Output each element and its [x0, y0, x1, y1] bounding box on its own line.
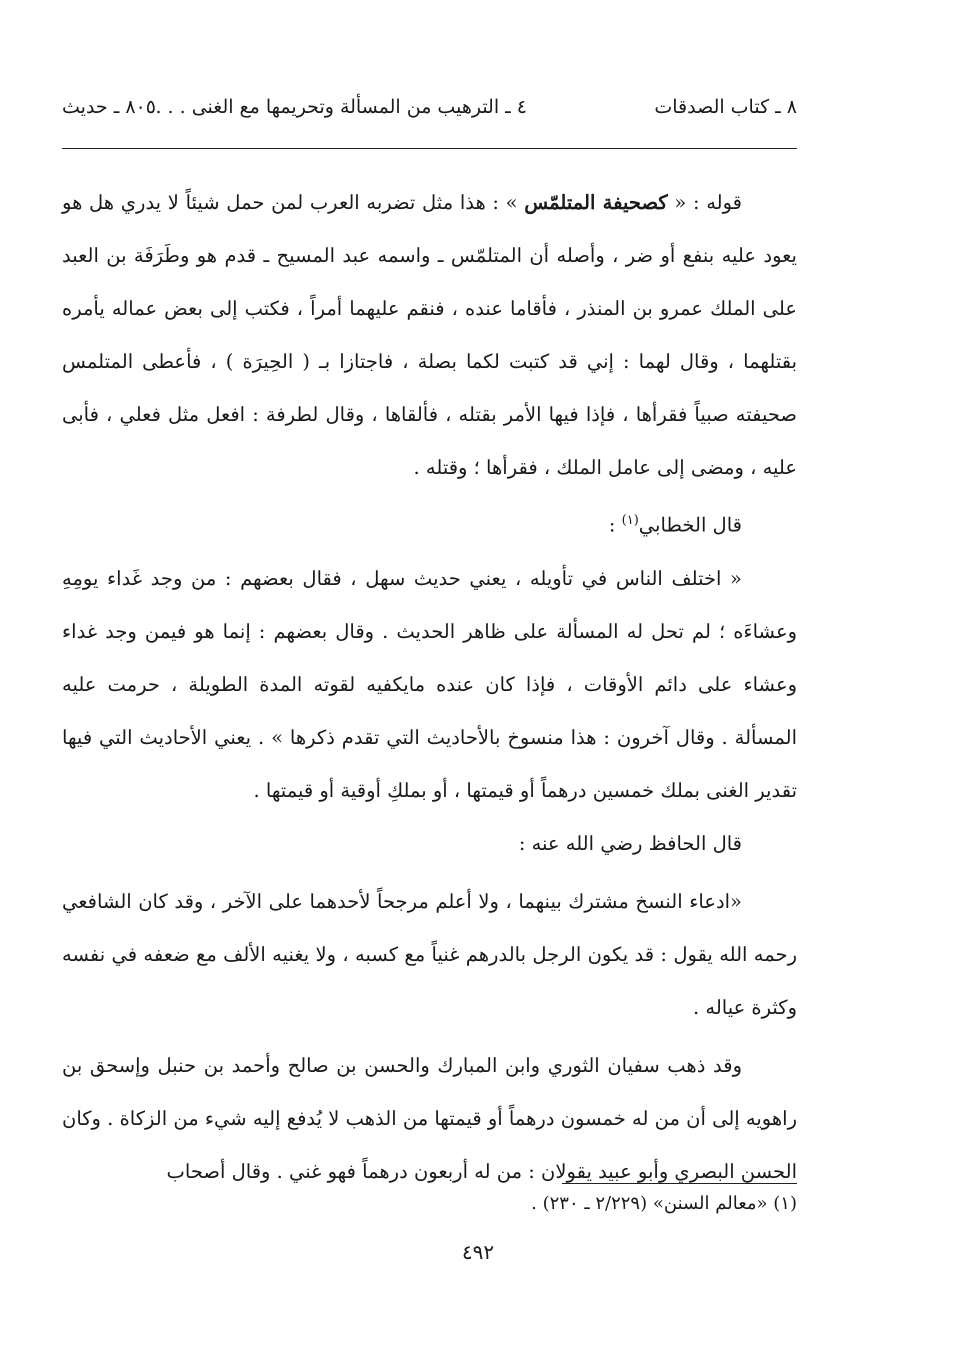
page-number: ٤٩٢: [461, 1240, 495, 1264]
footnote-marker[interactable]: (١): [621, 513, 639, 528]
header-hadith-number: ٨٠٥ ـ حديث: [62, 96, 156, 118]
main-text: [62, 176, 797, 1198]
paragraph-khattabi-heading: [62, 494, 797, 552]
paragraph-hafiz-quote: «ادعاء النسخ مشترك بينهما ، ولا أعلم مرجحاً لأحدهما على الآخر ، وقد كان الشافعي رحمه الله يقول : قد يكون الرجل بالدرهم غنياً مع كسبه ، ولا يغنيه الألف مع ضعفه في نفسه وكثرة عياله .: [62, 889, 797, 1019]
paragraph-scholars: وقد ذهب سفيان الثوري وابن المبارك والحسن بن صالح وأحمد بن حنبل وإسحق بن راهويه إلى أن من له خمسون درهماً أو قيمتها من الذهب لا يُدفع إليه شيء من الزكاة . وكان الحسن البصري وأبو عبيد يقولان : من له أربعون درهماً فهو غني . وقال أصحاب: [62, 1053, 797, 1183]
paragraph-commentary: [62, 176, 797, 494]
paragraph-hafiz-heading: قال الحافظ رضي الله عنه :: [518, 831, 742, 855]
header-divider: [62, 148, 797, 149]
paragraph-prefix: قوله : «: [667, 191, 742, 214]
footnote: (١) «معالم السنن» (٢/٢٢٩ ـ ٢٣٠) .: [531, 1193, 797, 1214]
khattabi-label: قال الخطابي: [638, 513, 742, 537]
header-chapter-title: ٤ ـ الترهيب من المسألة وتحريمها مع الغنى . . .: [155, 96, 527, 118]
header-book-title: ٨ ـ كتاب الصدقات: [654, 96, 797, 118]
running-header: [62, 96, 797, 136]
bold-term: كصحيفة المتلمّس: [524, 191, 668, 214]
paragraph-khattabi-quote: « اختلف الناس في تأويله ، يعني حديث سهل ، فقال بعضهم : من وجد غَداء يومِهِ وعشاءَه ؛ لم تحل له المسألة على ظاهر الحديث . وقال بعضهم : إنما هو فيمن وجد غداء وعشاء على دائم الأوقات ، فإذا كان عنده مايكفيه لقوته المدة الطويلة ، حرمت عليه المسألة . وقال آخرون : هذا منسوخ بالأحاديث التي تقدم ذكرها » . يعني الأحاديث التي فيها تقدير الغنى بملك خمسين درهماً أو قيمتها ، أو بملكِ أوقية أو قيمتها .: [62, 566, 797, 802]
footnote-divider: [562, 1183, 797, 1184]
khattabi-colon: :: [608, 513, 622, 537]
paragraph-suffix: » : هذا مثل تضربه العرب لمن حمل شيئاً لا يدري هل هو يعود عليه بنفع أو ضر ، وأصله أن المتلمّس ـ واسمه عبد المسيح ـ قدم هو وطَرَفَة بن العبد على الملك عمرو بن المنذر ، فأقاما عنده ، فنقم عليهما أمراً ، فكتب إلى بعض عماله يأمره بقتلهما ، وقال لهما : إني قد كتبت لكما بصلة ، فاجتازا بـ ( الحِيرَة ) ، فأعطى المتلمس صحيفته صبياً فقرأها ، فإذا فيها الأمر بقتله ، فألقاها ، وقال لطرفة : افعل مثل فعلي ، فأبى عليه ، ومضى إلى عامل الملك ، فقرأها ؛ وقتله .: [62, 191, 797, 479]
